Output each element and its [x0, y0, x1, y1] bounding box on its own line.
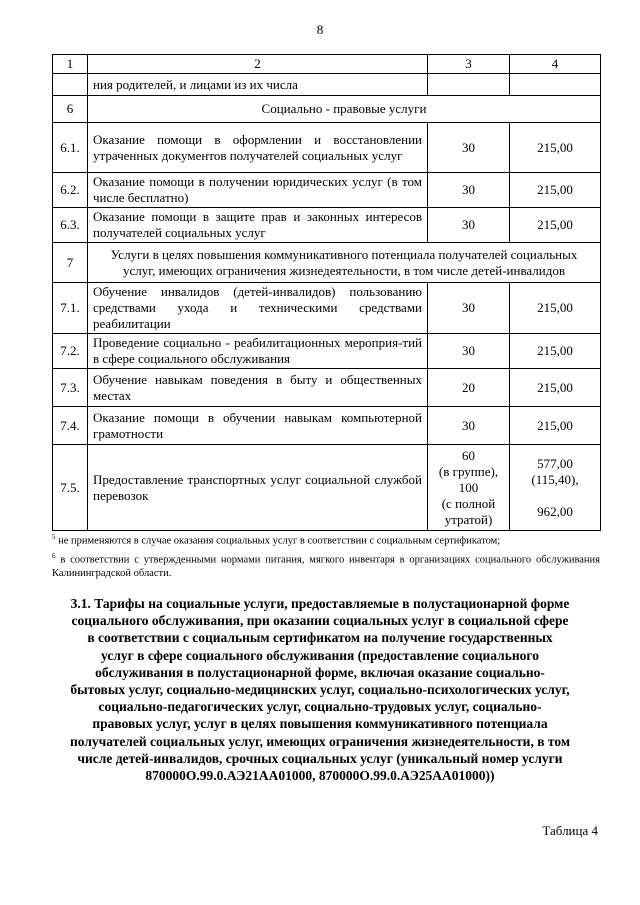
footnote-mark: 5 [52, 533, 56, 541]
norm-value: 30 [428, 407, 510, 445]
tariff-table [52, 54, 601, 531]
table-row [53, 283, 601, 334]
section-number: 6 [53, 96, 88, 123]
footnote [52, 530, 600, 549]
table-row [53, 173, 601, 208]
row-number: 6.3. [53, 208, 88, 243]
norm-value [428, 445, 510, 531]
price-value [510, 445, 601, 531]
page-number: 8 [316, 22, 324, 37]
footnotes [52, 530, 600, 581]
service-name: Оказание помощи в защите прав и законных интересов получателей социальных услуг [88, 208, 428, 243]
row-number: 6.2. [53, 173, 88, 208]
section-title: Социально - правовые услуги [88, 96, 601, 123]
service-name: Проведение социально - реабилитационных мероприя-тий в сфере социального обслуживания [88, 334, 428, 369]
table-row [53, 208, 601, 243]
price-value: 215,00 [510, 208, 601, 243]
continuation-text: ния родителей, и лицами из их числа [88, 74, 428, 96]
service-name: Обучение навыкам поведения в быту и общественных местах [88, 369, 428, 407]
table-row [53, 369, 601, 407]
table-row [53, 74, 601, 96]
norm-line: утратой) [444, 511, 493, 527]
section-number: 7 [53, 243, 88, 283]
row-number: 6.1. [53, 123, 88, 173]
footnote-text: не применяются в случае оказания социальных услуг в соответствии с социальным сертификатом; [58, 535, 501, 547]
norm-value: 30 [428, 173, 510, 208]
price-value: 215,00 [510, 334, 601, 369]
row-number: 7.1. [53, 283, 88, 334]
header-col-1: 1 [53, 55, 88, 74]
row-number: 7.2. [53, 334, 88, 369]
header-col-3: 3 [428, 55, 510, 74]
footnote [52, 549, 600, 582]
norm-line: 100 [458, 479, 479, 495]
norm-line: (с полной [441, 495, 496, 511]
section-title: Услуги в целях повышения коммуникативного потенциала получателей социальных услуг, имеющих ограничения жизнедеятельности, в том числе детей-инвалидов [88, 243, 601, 283]
service-name: Оказание помощи в обучении навыкам компьютерной грамотности [88, 407, 428, 445]
norm-line: (в группе), [438, 463, 499, 479]
norm-value: 30 [428, 208, 510, 243]
table-label: Таблица 4 [542, 823, 598, 838]
footnote-mark: 6 [52, 551, 56, 560]
price-line: 962,00 [537, 503, 573, 519]
header-col-2: 2 [88, 55, 428, 74]
table-row [53, 123, 601, 173]
header-col-4: 4 [510, 55, 601, 74]
norm-value: 30 [428, 334, 510, 369]
price-line: (115,40), [531, 471, 579, 487]
price-value: 215,00 [510, 283, 601, 334]
service-name: Предоставление транспортных услуг социальной службой перевозок [88, 445, 428, 531]
row-number: 7.5. [53, 445, 88, 531]
footnote-text: в соответствии с утвержденными нормами питания, мягкого инвентаря в организациях социального обслуживания Калининградской области. [52, 554, 600, 579]
row-number: 7.4. [53, 407, 88, 445]
price-value: 215,00 [510, 173, 601, 208]
table-row [53, 445, 601, 531]
norm-value: 30 [428, 283, 510, 334]
service-name: Оказание помощи в получении юридических услуг (в том числе бесплатно) [88, 173, 428, 208]
price-line: 577,00 [537, 455, 573, 471]
price-value: 215,00 [510, 407, 601, 445]
price-value: 215,00 [510, 369, 601, 407]
section-row [53, 96, 601, 123]
section-row [53, 243, 601, 283]
norm-line: 60 [462, 447, 475, 463]
norm-value: 30 [428, 123, 510, 173]
price-value: 215,00 [510, 123, 601, 173]
row-number: 7.3. [53, 369, 88, 407]
table-row [53, 334, 601, 369]
table-row [53, 407, 601, 445]
section-heading: 3.1. Тарифы на социальные услуги, предоставляемые в полустационарной форме социального обслуживания, при оказании социальных услуг в социальной сфере в соответствии с социальным сертификатом на получение государственных услуг в сфере социального обслуживания (предоставление социального обслуживания в полустационарной форме, включая оказание социально-бытовых услуг, социально-медицинских услуг, социально-психологических услуг, социально-педагогических услуг, социально-трудовых услуг, социально-правовых услуг, услуг в целях повышения коммуникативного потенциала получателей социальных услуг, имеющих ограничения жизнедеятельности, в том числе детей-инвалидов, срочных социальных услуг (уникальный номер услуги 870000О.99.0.АЭ21АА01000, 870000О.99.0.АЭ25АА01000)) [70, 596, 571, 784]
norm-value: 20 [428, 369, 510, 407]
service-name: Обучение инвалидов (детей-инвалидов) пользованию средствами ухода и техническими средствами реабилитации [88, 283, 428, 334]
service-name: Оказание помощи в оформлении и восстановлении утраченных документов получателей социальных услуг [88, 123, 428, 173]
table-header-row [53, 55, 601, 74]
